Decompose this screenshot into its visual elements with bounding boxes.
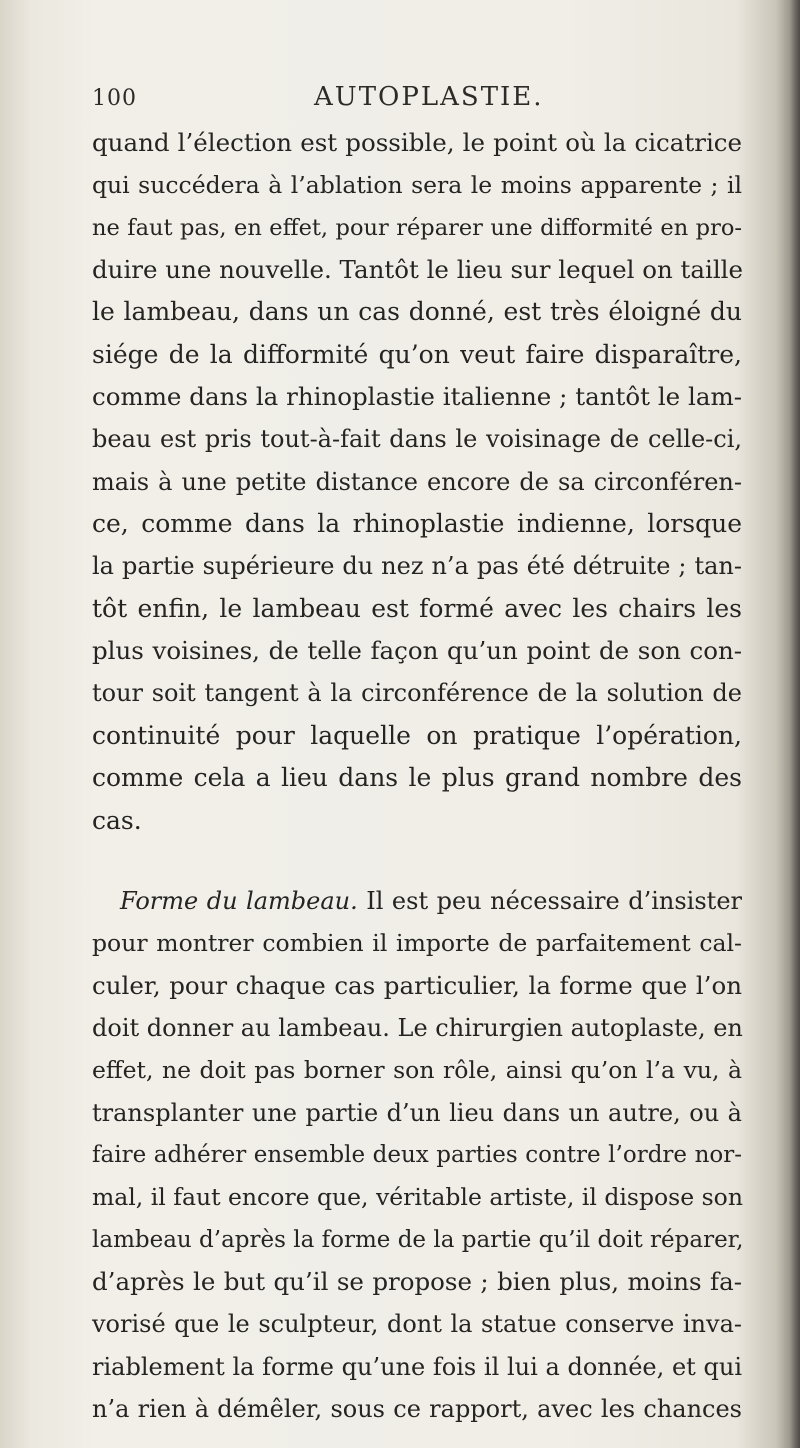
paragraph-1 <box>92 122 742 842</box>
text-line-first <box>92 880 742 922</box>
text-line: pour montrer combien il importe de parfaitement cal- <box>92 929 742 958</box>
text-line: comme dans la rhinoplastie italienne ; tantôt le lam- <box>92 382 742 412</box>
page-number: 100 <box>92 86 137 111</box>
section-lead: Forme du lambeau. <box>120 886 358 915</box>
text-line: lambeau d’après la forme de la partie qu’il doit réparer, <box>92 1226 744 1253</box>
text-line: n’a rien à démêler, sous ce rapport, avec les chances <box>92 1394 742 1423</box>
text-line: le lambeau, dans un cas donné, est très éloigné du <box>92 297 742 327</box>
text-line: beau est pris tout-à-fait dans le voisinage de celle-ci, <box>92 425 742 454</box>
text-line: siége de la difformité qu’on veut faire disparaître, <box>92 339 742 369</box>
text-line: effet, ne doit pas borner son rôle, ainsi qu’on l’a vu, à <box>92 1056 742 1085</box>
page-header <box>92 78 732 114</box>
text-line: riablement la forme qu’une fois il lui a donnée, et qui <box>92 1352 742 1381</box>
text-line: doit donner au lambeau. Le chirurgien autoplaste, en <box>92 1013 743 1042</box>
running-title: AUTOPLASTIE. <box>314 82 544 112</box>
text-line: qui succédera à l’ablation sera le moins apparente ; il <box>92 171 742 200</box>
paragraph-2 <box>92 880 742 1430</box>
text-line: tôt enfin, le lambeau est formé avec les chairs les <box>92 593 742 623</box>
text-line: quand l’élection est possible, le point où la cicatrice <box>92 128 742 157</box>
text-line: tour soit tangent à la circonférence de la solution de <box>92 679 742 708</box>
text-line: mais à une petite distance encore de sa circonféren- <box>92 467 742 496</box>
text-line: ne faut pas, en effet, pour réparer une difformité en pro- <box>92 214 742 241</box>
text-line: la partie supérieure du nez n’a pas été détruite ; tan- <box>92 552 742 581</box>
text-line: plus voisines, de telle façon qu’un point de son con- <box>92 636 742 666</box>
text-line: duire une nouvelle. Tantôt le lieu sur lequel on taille <box>92 255 743 285</box>
text-line-rest: Il est peu nécessaire d’insister <box>357 886 742 915</box>
text-line: vorisé que le sculpteur, dont la statue conserve inva- <box>92 1310 742 1339</box>
text-line: culer, pour chaque cas particulier, la forme que l’on <box>92 970 742 1000</box>
text-line: faire adhérer ensemble deux parties contre l’ordre nor- <box>92 1141 742 1168</box>
body-text <box>92 122 742 1430</box>
text-line: mal, il faut encore que, véritable artiste, il dispose son <box>92 1183 743 1212</box>
text-line: ce, comme dans la rhinoplastie indienne, lorsque <box>92 509 742 539</box>
text-line: continuité pour laquelle on pratique l’opération, <box>92 720 742 750</box>
text-line: cas. <box>92 805 142 835</box>
text-line: comme cela a lieu dans le plus grand nombre des <box>92 763 742 793</box>
text-line: transplanter une partie d’un lieu dans un autre, ou à <box>92 1098 742 1127</box>
text-line: d’après le but qu’il se propose ; bien plus, moins fa- <box>92 1266 742 1296</box>
